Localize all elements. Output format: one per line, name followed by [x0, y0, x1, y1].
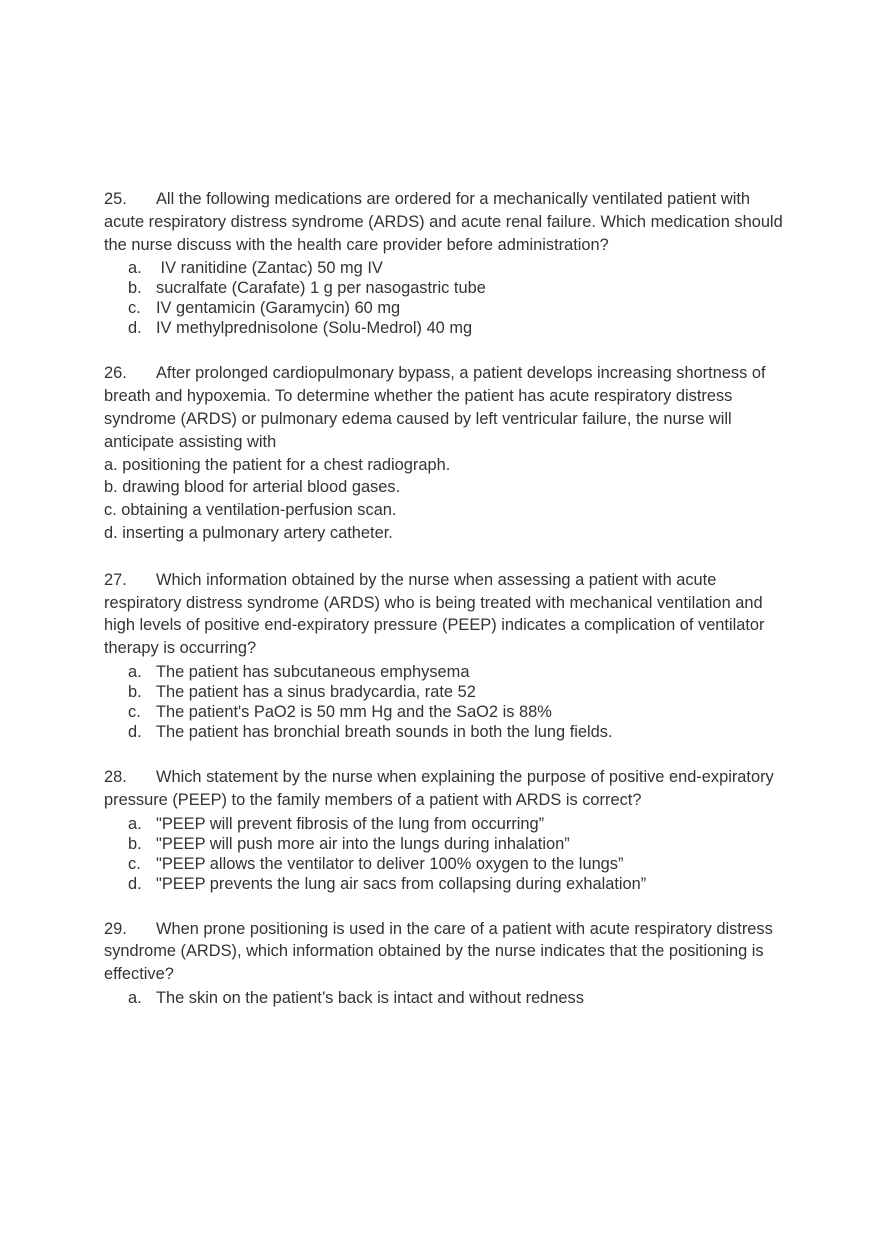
option-letter: c.: [128, 702, 141, 721]
spacer: [104, 742, 784, 766]
option-text: The patient has a sinus bradycardia, rate 52: [156, 682, 476, 701]
option-item: c. obtaining a ventilation-perfusion scan.: [104, 501, 397, 520]
question-stem: [104, 362, 784, 453]
option-item: d. inserting a pulmonary artery catheter.: [104, 523, 393, 542]
option-item: [104, 258, 784, 278]
question-number: 26.: [104, 364, 127, 383]
option-letter: b.: [128, 834, 142, 853]
option-text: The patient has bronchial breath sounds in both the lung fields.: [156, 722, 613, 741]
option-letter: a.: [128, 988, 142, 1007]
option-text: "PEEP will prevent fibrosis of the lung from occurring”: [156, 814, 545, 833]
question-number: 28.: [104, 767, 127, 786]
question-number: 27.: [104, 570, 127, 589]
question-26: [104, 362, 784, 544]
question-number: 25.: [104, 190, 127, 208]
question-28: [104, 766, 784, 894]
option-letter: a.: [128, 259, 142, 278]
question-29: [104, 918, 784, 1008]
question-stem: [104, 766, 784, 812]
option-item: [104, 682, 784, 702]
option-letter: d.: [128, 722, 142, 741]
option-letter: b.: [128, 682, 142, 701]
option-item: [104, 278, 784, 298]
option-item: a. positioning the patient for a chest radiograph.: [104, 455, 451, 474]
option-item: [104, 702, 784, 722]
question-stem: [104, 188, 784, 256]
option-text: The patient has subcutaneous emphysema: [156, 662, 470, 681]
question-stem: [104, 918, 784, 986]
option-letter: a.: [128, 814, 142, 833]
option-item: b. drawing blood for arterial blood gases.: [104, 478, 401, 497]
option-letter: c.: [128, 299, 141, 318]
question-27: [104, 569, 784, 742]
option-text: The skin on the patient’s back is intact and without redness: [156, 988, 584, 1007]
option-text: "PEEP allows the ventilator to deliver 100% oxygen to the lungs”: [156, 854, 624, 873]
options-list: [104, 662, 784, 742]
spacer: [104, 545, 784, 569]
document-page: [104, 188, 784, 1008]
options-list: [104, 814, 784, 894]
option-text: sucralfate (Carafate) 1 g per nasogastric tube: [156, 279, 486, 298]
option-letter: d.: [128, 874, 142, 893]
option-letter: b.: [128, 279, 142, 298]
question-stem: [104, 569, 784, 660]
options-list: [104, 988, 784, 1008]
option-text: IV methylprednisolone (Solu-Medrol) 40 mg: [156, 319, 473, 338]
spacer: [104, 894, 784, 918]
option-item: [104, 874, 784, 894]
option-item: [104, 722, 784, 742]
option-text: IV gentamicin (Garamycin) 60 mg: [156, 299, 401, 318]
options-list: [104, 258, 784, 338]
option-letter: d.: [128, 319, 142, 338]
option-item: [104, 662, 784, 682]
option-item: [104, 988, 784, 1008]
option-item: [104, 318, 784, 338]
question-text: After prolonged cardiopulmonary bypass, a patient develops increasing shortness of breath and hypoxemia. To determine whether the patient has acute respiratory distress syndrome (ARDS) or pulmonary edema caused by left ventricular failure, the nurse will anticipate assisting with: [104, 364, 766, 451]
option-text: "PEEP will push more air into the lungs during inhalation”: [156, 834, 570, 853]
option-item: [104, 834, 784, 854]
question-text: All the following medications are ordered for a mechanically ventilated patient with acute respiratory distress syndrome (ARDS) and acute renal failure. Which medication should the nurse discuss with the health care provider before administration?: [104, 190, 783, 254]
option-letter: c.: [128, 854, 141, 873]
question-25: [104, 188, 784, 338]
option-item: [104, 298, 784, 318]
option-letter: a.: [128, 662, 142, 681]
option-item: [104, 814, 784, 834]
question-text: Which statement by the nurse when explaining the purpose of positive end-expiratory pressure (PEEP) to the family members of a patient with ARDS is correct?: [104, 767, 774, 809]
option-item: [104, 854, 784, 874]
question-text: Which information obtained by the nurse when assessing a patient with acute respiratory distress syndrome (ARDS) who is being treated with mechanical ventilation and high levels of positive end-expiratory pressure (PEEP) indicates a complication of ventilator therapy is occurring?: [104, 570, 765, 658]
spacer: [104, 338, 784, 362]
question-text: When prone positioning is used in the care of a patient with acute respiratory distress syndrome (ARDS), which information obtained by the nurse indicates that the positioning is effective?: [104, 919, 773, 984]
option-text: "PEEP prevents the lung air sacs from collapsing during exhalation”: [156, 874, 647, 893]
question-number: 29.: [104, 919, 127, 938]
option-text: IV ranitidine (Zantac) 50 mg IV: [156, 259, 383, 278]
options-list: [104, 454, 784, 545]
option-text: The patient's PaO2 is 50 mm Hg and the SaO2 is 88%: [156, 702, 552, 721]
